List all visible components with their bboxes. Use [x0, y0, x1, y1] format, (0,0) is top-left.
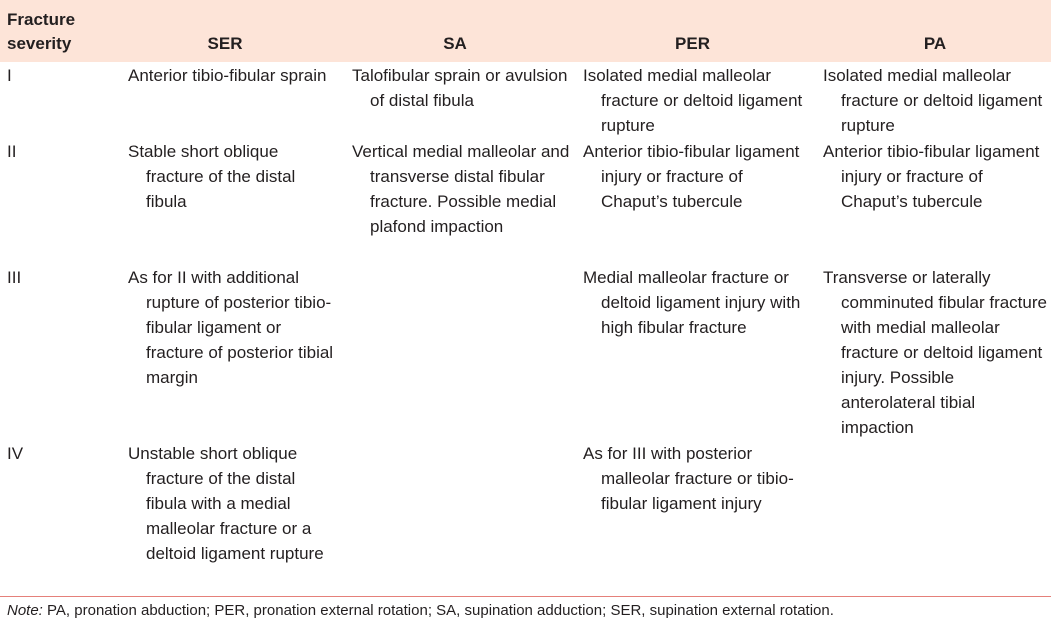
table-bottom-rule [0, 596, 1051, 597]
header-sa: SA [443, 34, 467, 53]
header-ser: SER [207, 34, 243, 53]
severity-cell: IV [7, 444, 24, 463]
header-fracture-severity [7, 8, 107, 56]
pa-cell: Transverse or laterally comminuted fibular fracture with medial malleolar fracture or deltoid ligament injury. Possible anterolateral tibial impaction [823, 268, 1047, 437]
ser-cell: As for II with additional rupture of posterior tibio-fibular ligament or fracture of posterior tibial margin [128, 268, 334, 387]
severity-cell: III [7, 268, 22, 287]
table-header [0, 0, 1051, 62]
sa-cell: Vertical medial malleolar and transverse distal fibular fracture. Possible medial plafond impaction [352, 142, 570, 236]
header-severity-line1: Fracture [7, 10, 76, 29]
ser-cell: Unstable short oblique fracture of the distal fibula with a medial malleolar fracture or a deltoid ligament rupture [128, 444, 324, 563]
per-cell: As for III with posterior malleolar fracture or tibio-fibular ligament injury [583, 444, 794, 513]
ser-cell: Anterior tibio-fibular sprain [128, 66, 327, 85]
sa-cell: Talofibular sprain or avulsion of distal fibula [352, 66, 568, 110]
table-note [7, 600, 834, 622]
header-severity-line2: severity [7, 34, 72, 53]
per-cell: Medial malleolar fracture or deltoid ligament injury with high fibular fracture [583, 268, 801, 337]
pa-cell: Anterior tibio-fibular ligament injury or fracture of Chaput’s tubercule [823, 142, 1040, 211]
note-label: Note: [7, 602, 43, 619]
header-per: PER [675, 34, 710, 53]
severity-cell: I [7, 66, 12, 85]
pa-cell: Isolated medial malleolar fracture or deltoid ligament rupture [823, 66, 1043, 135]
header-pa: PA [923, 34, 947, 53]
per-cell: Anterior tibio-fibular ligament injury or fracture of Chaput’s tubercule [583, 142, 800, 211]
severity-cell: II [7, 142, 17, 161]
ser-cell: Stable short oblique fracture of the distal fibula [128, 142, 296, 211]
note-text: PA, pronation abduction; PER, pronation external rotation; SA, supination adduction; SER, supination external rotation. [47, 602, 834, 619]
per-cell: Isolated medial malleolar fracture or deltoid ligament rupture [583, 66, 803, 135]
